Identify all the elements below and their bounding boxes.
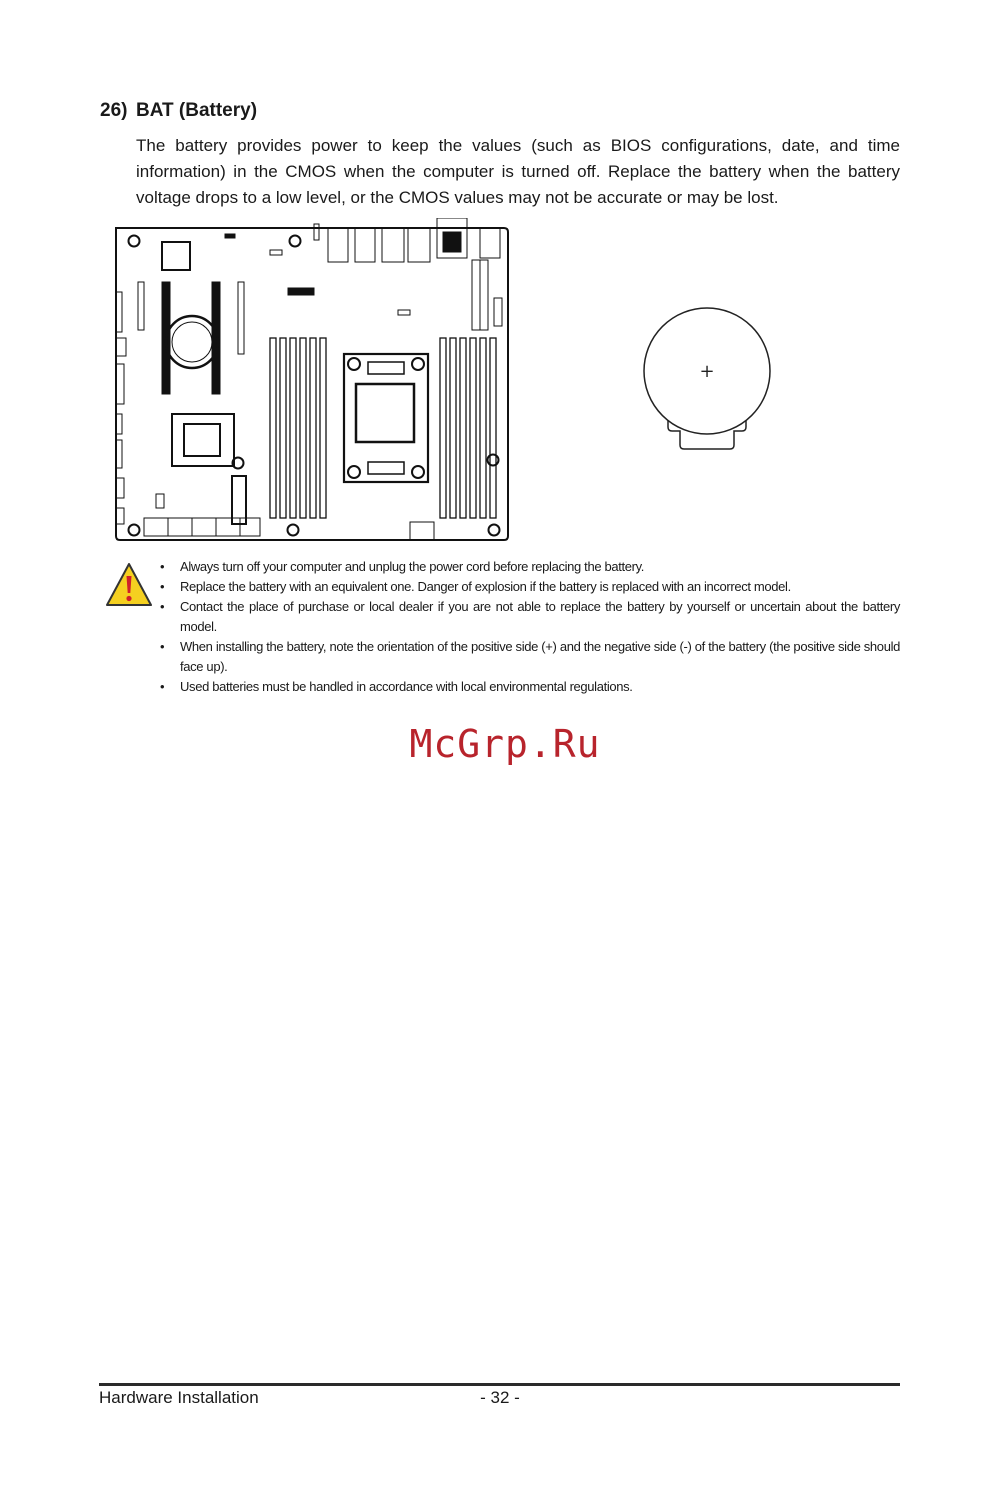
section-title: BAT (Battery): [136, 100, 258, 121]
warning-item: • When installing the battery, note the orientation of the positive side (+) and the negative side (-) of the battery (the positive side should face up).: [160, 637, 900, 677]
warning-item: • Replace the battery with an equivalent one. Danger of explosion if the battery is replaced with an incorrect model.: [160, 577, 900, 597]
positive-terminal-label: +: [699, 361, 715, 382]
warning-item: • Contact the place of purchase or local dealer if you are not able to replace the battery by yourself or uncertain about the battery model.: [160, 597, 900, 637]
warning-list: [160, 557, 900, 697]
watermark: McGrp.Ru: [409, 722, 601, 766]
battery-diagram: [640, 305, 775, 455]
footer-divider: [99, 1383, 900, 1386]
motherboard-diagram: [110, 218, 510, 548]
warning-item: • Always turn off your computer and unplug the power cord before replacing the battery.: [160, 557, 900, 577]
section-number: 26): [100, 100, 128, 121]
page-number: - 32 -: [480, 1388, 520, 1407]
warning-item: • Used batteries must be handled in accordance with local environmental regulations.: [160, 677, 900, 697]
intro-paragraph: The battery provides power to keep the values (such as BIOS configurations, date, and time information) in the CMOS when the computer is turned off. Replace the battery when the battery voltage drops to a low level, or the CMOS values may not be accurate or may be lost.: [136, 136, 900, 207]
warning-triangle-icon: [104, 561, 154, 609]
footer-section-name: Hardware Installation: [99, 1388, 259, 1407]
section-heading: [100, 100, 257, 122]
